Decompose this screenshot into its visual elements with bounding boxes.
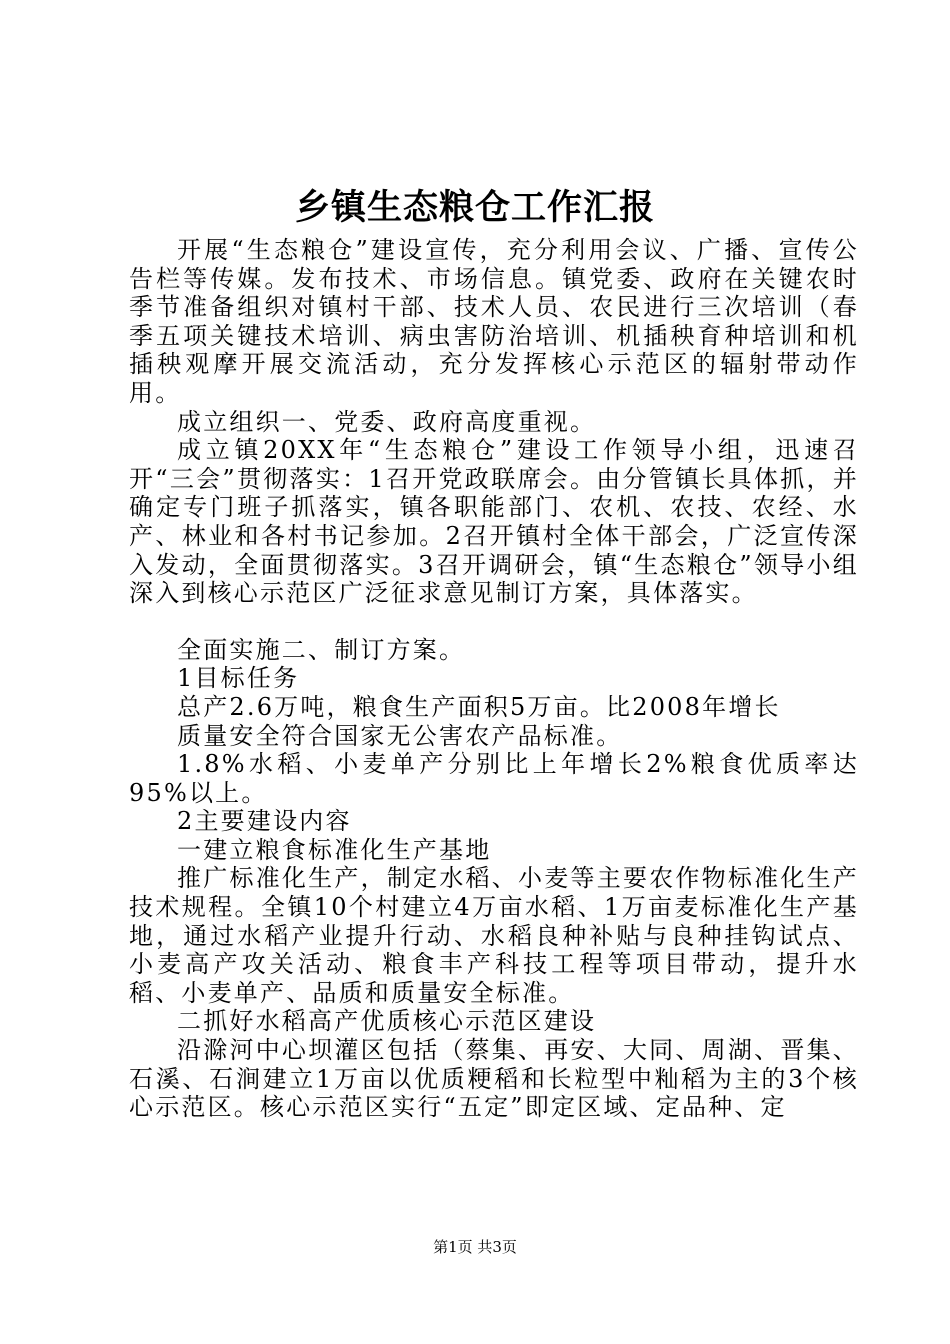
paragraph-11: 推广标准化生产，制定水稻、小麦等主要农作物标准化生产技术规程。全镇10个村建立4万亩水稻、1万亩麦标准化生产基地，通过水稻产业提升行动、水稻良种补贴与良种挂钩试点、小麦高产攻关活动、粮食丰产科技工程等项目带动，提升水稻、小麦单产、品质和质量安全标准。 [129, 864, 859, 1007]
paragraph-8: 1.8%水稻、小麦单产分别比上年增长2%粮食优质率达95%以上。 [129, 750, 859, 807]
paragraph-2: 成立组织一、党委、政府高度重视。 [177, 407, 597, 436]
paragraph-6: 总产2.6万吨，粮食生产面积5万亩。比2008年增长 [177, 692, 781, 721]
paragraph-3: 成立镇20XX年“生态粮仓”建设工作领导小组，迅速召开“三会”贯彻落实：1召开党政联席会。由分管镇长具体抓，并确定专门班子抓落实，镇各职能部门、农机、农技、农经、水产、林业和各村书记参加。2召开镇村全体干部会，广泛宣传深入发动，全面贯彻落实。3召开调研会，镇“生态粮仓”领导小组深入到核心示范区广泛征求意见制订方案，具体落实。 [129, 436, 859, 608]
paragraph-5: 1目标任务 [177, 664, 300, 693]
document-body [129, 236, 859, 1122]
paragraph-7: 质量安全符合国家无公害农产品标准。 [177, 721, 623, 750]
page-footer: 第1页 共3页 [433, 1238, 517, 1256]
paragraph-10: 一建立粮食标准化生产基地 [177, 835, 492, 864]
document-title: 乡镇生态粮仓工作汇报 [294, 187, 655, 228]
paragraph-4: 全面实施二、制订方案。 [177, 635, 466, 664]
paragraph-1: 开展“生态粮仓”建设宣传，充分利用会议、广播、宣传公告栏等传媒。发布技术、市场信息。镇党委、政府在关键农时季节准备组织对镇村干部、技术人员、农民进行三次培训（春季五项关键技术培训、病虫害防治培训、机插秧育种培训和机插秧观摩开展交流活动，充分发挥核心示范区的辐射带动作用。 [129, 236, 859, 407]
paragraph-13: 沿滁河中心坝灌区包括（蔡集、再安、大同、周湖、晋集、石溪、石涧建立1万亩以优质粳稻和长粒型中籼稻为主的3个核心示范区。核心示范区实行“五定”即定区域、定品种、定 [129, 1036, 859, 1122]
paragraph-9: 2主要建设内容 [177, 807, 352, 836]
paragraph-12: 二抓好水稻高产优质核心示范区建设 [177, 1007, 597, 1036]
